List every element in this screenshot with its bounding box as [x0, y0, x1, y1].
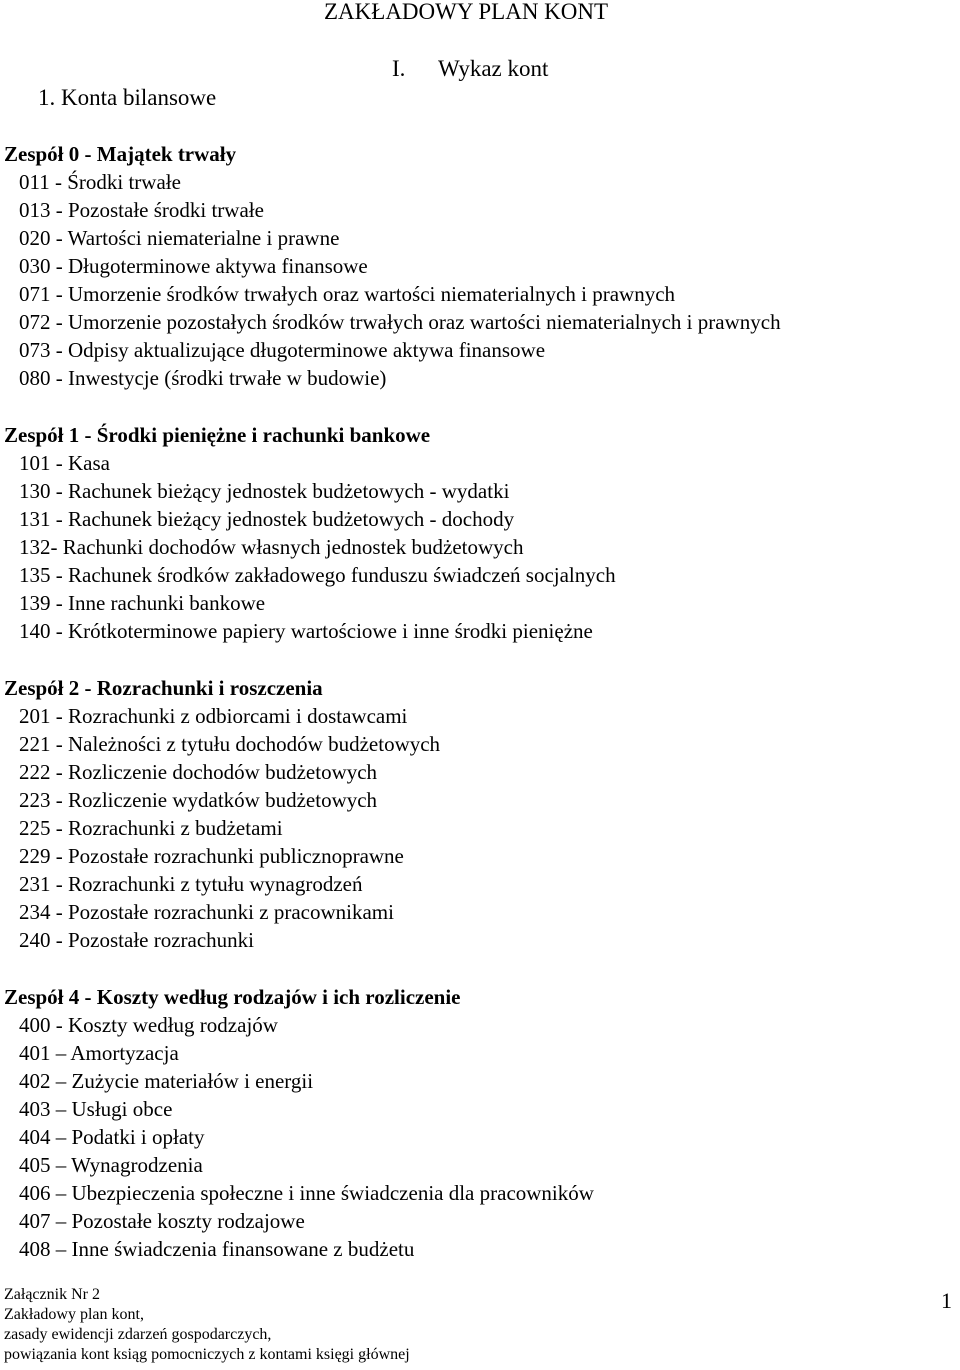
account-item: 407 – Pozostałe koszty rodzajowe [19, 1209, 305, 1233]
account-item: 404 – Podatki i opłaty [19, 1125, 205, 1149]
account-item: 013 - Pozostałe środki trwałe [19, 198, 264, 222]
page-number: 1 [941, 1288, 952, 1313]
account-item: 401 – Amortyzacja [19, 1041, 179, 1065]
account-item: 400 - Koszty według rodzajów [19, 1013, 278, 1037]
account-group-1 [4, 421, 616, 645]
account-item: 073 - Odpisy aktualizujące długoterminowe aktywa finansowe [19, 338, 546, 362]
account-item: 201 - Rozrachunki z odbiorcami i dostawcami [19, 704, 408, 728]
footer-line: zasady ewidencji zdarzeń gospodarczych, [4, 1326, 272, 1343]
footer-note [4, 1285, 410, 1365]
account-item: 221 - Należności z tytułu dochodów budżetowych [19, 732, 441, 756]
list-heading-text: Wykaz kont [438, 56, 549, 81]
footer-line: Zakładowy plan kont, [4, 1306, 144, 1323]
account-item: 071 - Umorzenie środków trwałych oraz wartości niematerialnych i prawnych [19, 282, 676, 306]
account-item: 132- Rachunki dochodów własnych jednostek budżetowych [19, 535, 524, 559]
group-title: Zespół 0 - Majątek trwały [4, 142, 237, 166]
footer-line: Załącznik Nr 2 [4, 1286, 100, 1303]
account-item: 080 - Inwestycje (środki trwałe w budowie) [19, 366, 387, 390]
account-item: 130 - Rachunek bieżący jednostek budżetowych - wydatki [19, 479, 510, 503]
account-item: 403 – Usługi obce [19, 1097, 173, 1121]
account-item: 139 - Inne rachunki bankowe [19, 591, 266, 615]
account-item: 234 - Pozostałe rozrachunki z pracownikami [19, 900, 394, 924]
account-item: 131 - Rachunek bieżący jednostek budżetowych - dochody [19, 507, 515, 531]
account-item: 011 - Środki trwałe [19, 170, 181, 194]
account-item: 408 – Inne świadczenia finansowane z budżetu [19, 1237, 415, 1261]
footer-line: powiązania kont ksiąg pomocniczych z kontami księgi głównej [4, 1346, 410, 1363]
list-heading-number: I. [392, 56, 406, 81]
group-title: Zespół 2 - Rozrachunki i roszczenia [4, 676, 323, 700]
account-item: 240 - Pozostałe rozrachunki [19, 928, 255, 952]
section-heading: 1. Konta bilansowe [38, 85, 217, 110]
account-item: 101 - Kasa [19, 451, 110, 475]
group-title: Zespół 4 - Koszty według rodzajów i ich rozliczenie [4, 985, 461, 1009]
account-item: 223 - Rozliczenie wydatków budżetowych [19, 788, 378, 812]
account-item: 229 - Pozostałe rozrachunki publicznoprawne [19, 844, 404, 868]
account-item: 231 - Rozrachunki z tytułu wynagrodzeń [19, 872, 363, 896]
account-group-0 [4, 140, 781, 392]
account-group-2 [4, 674, 440, 954]
account-item: 406 – Ubezpieczenia społeczne i inne świadczenia dla pracowników [19, 1181, 594, 1205]
account-item: 072 - Umorzenie pozostałych środków trwałych oraz wartości niematerialnych i prawnych [19, 310, 781, 334]
account-item: 030 - Długoterminowe aktywa finansowe [19, 254, 368, 278]
account-item: 140 - Krótkoterminowe papiery wartościowe i inne środki pieniężne [19, 619, 593, 643]
account-item: 222 - Rozliczenie dochodów budżetowych [19, 760, 378, 784]
account-item: 020 - Wartości niematerialne i prawne [19, 226, 340, 250]
account-item: 402 – Zużycie materiałów i energii [19, 1069, 314, 1093]
list-heading [392, 55, 548, 83]
document-title: ZAKŁADOWY PLAN KONT [324, 0, 609, 24]
account-item: 225 - Rozrachunki z budżetami [19, 816, 283, 840]
group-title: Zespół 1 - Środki pieniężne i rachunki bankowe [4, 423, 431, 447]
account-item: 135 - Rachunek środków zakładowego funduszu świadczeń socjalnych [19, 563, 616, 587]
account-item: 405 – Wynagrodzenia [19, 1153, 203, 1177]
account-group-4 [4, 983, 594, 1263]
